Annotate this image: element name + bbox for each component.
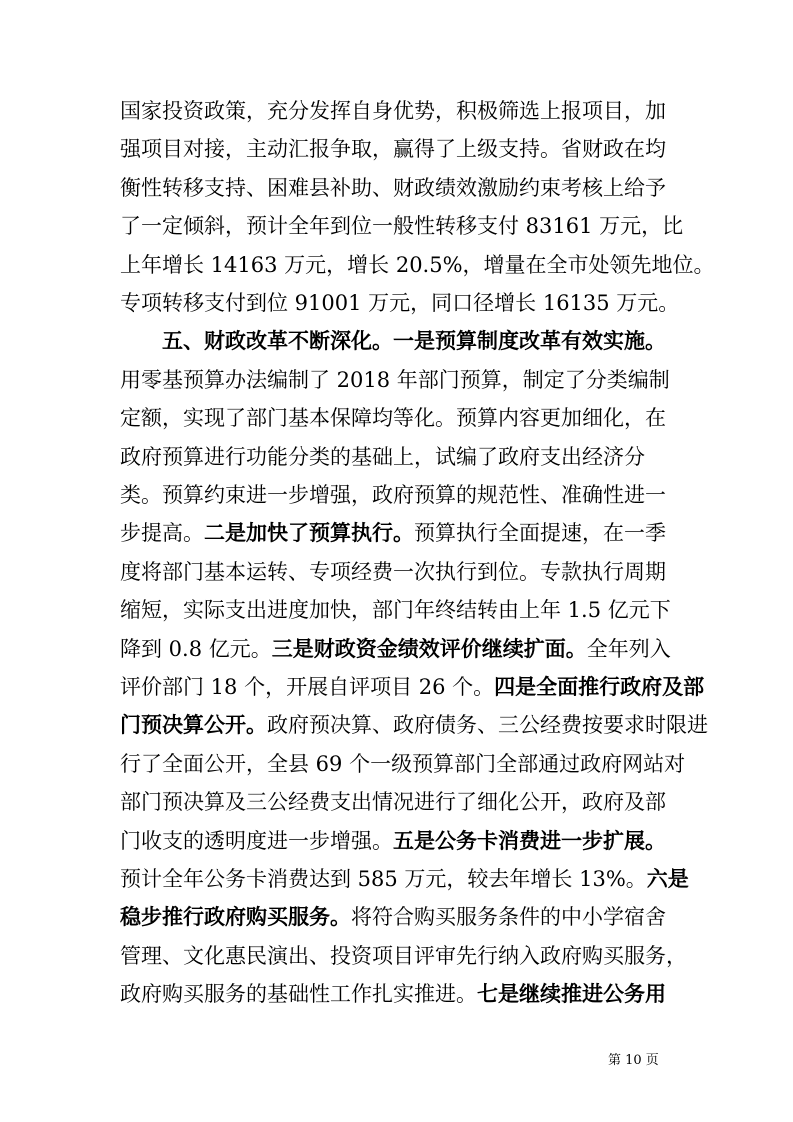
text-line — [120, 132, 666, 166]
text-line — [120, 555, 666, 589]
text-run: 用零基预算办法编制了 2018 年部门预算，制定了分类编制 — [120, 367, 670, 392]
text-run: 管理、文化惠民演出、投资项目评审先行纳入政府购买服务， — [120, 943, 687, 968]
text-line — [120, 708, 708, 742]
text-line — [120, 632, 671, 666]
text-run: 类。预算约束进一步增强，政府预算的规范性、准确性进一 — [120, 483, 666, 507]
text-run: 政府购买服务的基础性工作扎实推进。 — [120, 982, 477, 1007]
text-line — [120, 593, 671, 627]
text-line — [120, 747, 685, 781]
bold-text: 三是财政资金绩效评价继续扩面。 — [271, 635, 587, 661]
text-run: 预计全年公务卡消费达到 585 万元，较去年增长 13%。 — [120, 867, 647, 891]
text-line — [120, 248, 715, 282]
text-run: 部门预决算及三公经费支出情况进行了细化公开，政府及部 — [120, 790, 666, 815]
bold-text: 门预决算公开。 — [120, 712, 267, 738]
bold-text: 七是继续推进公务用 — [477, 981, 666, 1007]
text-line — [120, 900, 666, 934]
text-line — [120, 363, 670, 397]
text-run: 专项转移支付到位 91001 万元，同口径增长 16135 万元。 — [120, 291, 680, 315]
text-line — [120, 478, 666, 512]
text-line — [120, 670, 704, 704]
text-line — [120, 862, 689, 896]
text-run: 国家投资政策，充分发挥自身优势，积极筛选上报项目，加 — [120, 99, 666, 123]
text-run: 了一定倾斜，预计全年到位一般性转移支付 83161 万元，比 — [120, 214, 684, 239]
text-run: 上年增长 14163 万元，增长 20.5%，增量在全市处领先地位。 — [120, 252, 715, 277]
text-line — [120, 516, 666, 550]
text-line — [120, 824, 666, 858]
text-run: 预算执行全面提速，在一季 — [414, 521, 666, 546]
text-line — [120, 171, 666, 205]
bold-text: 六是 — [646, 866, 689, 891]
bold-text: 二是加快了预算执行。 — [204, 520, 414, 546]
bold-text: 四是全面推行政府及部 — [494, 674, 705, 699]
text-run: 门收支的透明度进一步增强。 — [120, 828, 393, 853]
text-run: 衡性转移支持、困难县补助、财政绩效激励约束考核上给予 — [120, 175, 666, 200]
page-number: 第 10 页 — [608, 1053, 659, 1068]
text-run: 强项目对接，主动汇报争取，赢得了上级支持。省财政在均 — [120, 137, 666, 162]
text-line — [120, 440, 645, 474]
text-run: 行了全面公开，全县 69 个一级预算部门全部通过政府网站对 — [120, 751, 686, 776]
text-run: 全年列入 — [586, 636, 671, 661]
bold-text: 稳步推行政府购买服务。 — [120, 904, 351, 930]
text-line — [120, 286, 679, 320]
text-line — [120, 785, 666, 819]
text-line — [120, 94, 666, 128]
text-run: 步提高。 — [120, 521, 204, 546]
text-run: 定额，实现了部门基本保障均等化。预算内容更加细化，在 — [120, 406, 666, 431]
text-line — [120, 939, 687, 973]
text-line — [120, 977, 666, 1011]
text-run: 度将部门基本运转、专项经费一次执行到位。专款执行周期 — [120, 559, 666, 584]
text-line — [120, 209, 683, 243]
text-line — [162, 324, 666, 358]
bold-text: 五、财政改革不断深化。一是预算制度改革有效实施。 — [162, 328, 666, 354]
bold-text: 五是公务卡消费进一步扩展。 — [393, 827, 666, 853]
text-run: 政府预决算、政府债务、三公经费按要求时限进 — [267, 713, 708, 738]
text-line — [120, 401, 666, 435]
text-run: 政府预算进行功能分类的基础上，试编了政府支出经济分 — [120, 444, 645, 469]
text-run: 缩短，实际支出进度加快，部门年终结转由上年 1.5 亿元下 — [120, 598, 671, 623]
text-run: 降到 0.8 亿元。 — [120, 636, 272, 661]
text-run: 评价部门 18 个，开展自评项目 26 个。 — [120, 675, 495, 699]
text-run: 将符合购买服务条件的中小学宿舍 — [351, 905, 666, 930]
